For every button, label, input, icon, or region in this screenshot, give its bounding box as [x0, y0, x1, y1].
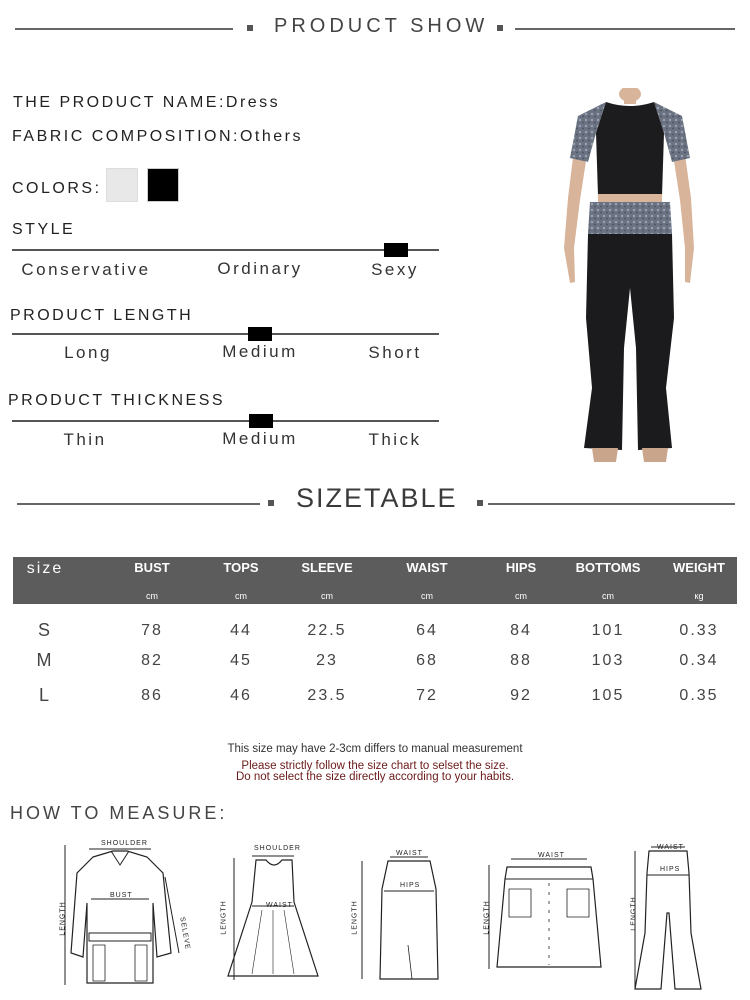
- table-cell: 103: [591, 652, 625, 669]
- table-cell: 23.5: [307, 687, 347, 704]
- fabric-composition: [12, 128, 303, 146]
- how-to-measure-title: HOW TO MEASURE:: [10, 803, 228, 823]
- dress-waist-label: WAIST: [266, 902, 293, 909]
- pants-length-label: LENGTH: [630, 896, 638, 931]
- table-cell: 44: [230, 622, 252, 639]
- jacket-sleeve-label: SELEVE: [178, 916, 191, 951]
- jacket-collar: [111, 851, 129, 865]
- column-header-bottoms: BOTTOMS: [575, 560, 641, 575]
- shorts-diagram: [475, 855, 615, 975]
- sizetable-dot-right: [477, 500, 483, 506]
- pants-hips-label: HIPS: [660, 866, 681, 873]
- table-cell: 88: [510, 652, 532, 669]
- table-cell: 84: [510, 622, 532, 639]
- note-habits: Do not select the size directly according to your habits.: [235, 771, 515, 783]
- table-cell: 92: [510, 687, 532, 704]
- note-measurement: This size may have 2-3cm differs to manual measurement: [227, 743, 523, 755]
- length-option-short: Short: [368, 343, 422, 362]
- thickness-label: PRODUCT THICKNESS: [8, 392, 226, 409]
- shorts-waist-label: WAIST: [538, 852, 565, 859]
- thickness-track: [12, 420, 439, 422]
- skirt-diagram: [350, 855, 450, 985]
- thickness-option-thin: Thin: [63, 430, 107, 449]
- table-cell: 0.35: [679, 687, 719, 704]
- top-body: [596, 102, 664, 196]
- column-header-hips: HIPS: [505, 560, 537, 575]
- jacket-length-label: LENGTH: [59, 901, 67, 936]
- pants-waist-label: WAIST: [657, 844, 684, 851]
- jacket-lace-left: [93, 945, 105, 981]
- table-cell: 0.33: [679, 622, 719, 639]
- table-cell: 72: [416, 687, 438, 704]
- size-cell: M: [36, 650, 54, 670]
- header-dot-left: [247, 25, 253, 31]
- table-cell: 0.34: [679, 652, 719, 669]
- table-cell: 105: [591, 687, 625, 704]
- table-cell: 78: [141, 622, 163, 639]
- jacket-bust-label: BUST: [110, 892, 133, 899]
- column-unit-weight: кg: [694, 591, 704, 601]
- skirt-slit: [408, 945, 412, 979]
- column-header-weight: WEIGHT: [673, 560, 725, 575]
- column-header-sleeve: SLEEVE: [301, 560, 353, 575]
- pants-legs: [584, 234, 674, 450]
- length-option-medium: Medium: [222, 342, 298, 361]
- jacket-outline: [71, 851, 171, 983]
- size-cell: S: [37, 620, 52, 640]
- column-header-waist: WAIST: [406, 560, 448, 575]
- model-feet: [592, 448, 668, 462]
- style-option-conservative: Conservative: [21, 260, 151, 279]
- product-name-label: THE PRODUCT NAME:: [13, 94, 226, 111]
- note-follow-chart: Please strictly follow the size chart to selset the size.: [241, 760, 509, 772]
- table-cell: 64: [416, 622, 438, 639]
- column-unit-tops: cm: [235, 591, 247, 601]
- model-neck: [624, 98, 636, 104]
- color-swatch-light[interactable]: [106, 168, 138, 202]
- table-cell: 82: [141, 652, 163, 669]
- skirt-length-label: LENGTH: [351, 900, 359, 935]
- skirt-hips-label: HIPS: [400, 882, 421, 889]
- jacket-belt: [89, 933, 151, 941]
- column-header-bust: BUST: [134, 560, 170, 575]
- table-cell: 23: [316, 652, 338, 669]
- header-rule-left: [15, 28, 233, 30]
- jacket-lace-right: [135, 945, 147, 981]
- style-track: [12, 249, 439, 251]
- column-unit-bust: cm: [146, 591, 158, 601]
- product-photo: [548, 88, 718, 466]
- sizetable-dot-left: [268, 500, 274, 506]
- dress-length-label: LENGTH: [220, 900, 228, 935]
- pants-waistband: [588, 202, 672, 234]
- column-unit-bottoms: cm: [602, 591, 614, 601]
- sizetable-title: SIZETABLE: [296, 483, 458, 513]
- length-track: [12, 333, 439, 335]
- fabric-value: Others: [239, 128, 303, 145]
- style-marker: [384, 243, 408, 257]
- jacket-shoulder-label: SHOULDER: [101, 840, 148, 847]
- dress-diagram: [212, 850, 332, 985]
- table-cell: 68: [416, 652, 438, 669]
- table-cell: 46: [230, 687, 252, 704]
- style-option-ordinary: Ordinary: [217, 259, 303, 278]
- thickness-marker: [249, 414, 273, 428]
- fabric-label: FABRIC COMPOSITION:: [12, 128, 240, 145]
- length-marker: [248, 327, 272, 341]
- header-dot-right: [497, 25, 503, 31]
- skirt-waist-label: WAIST: [396, 850, 423, 857]
- product-name-value: Dress: [225, 94, 281, 111]
- table-cell: 101: [591, 622, 625, 639]
- header-rule-right: [515, 28, 735, 30]
- colors-label: COLORS:: [12, 180, 102, 197]
- column-unit-waist: cm: [421, 591, 433, 601]
- dress-shoulder-label: SHOULDER: [254, 845, 301, 852]
- sizetable-rule-right: [488, 503, 735, 505]
- table-cell: 86: [141, 687, 163, 704]
- shorts-length-label: LENGTH: [483, 900, 491, 935]
- color-swatch-black[interactable]: [147, 168, 179, 202]
- size-cell: L: [38, 685, 51, 705]
- size-column-header: size: [26, 560, 64, 577]
- thickness-option-thick: Thick: [368, 430, 422, 449]
- column-unit-sleeve: cm: [321, 591, 333, 601]
- column-unit-hips: cm: [515, 591, 527, 601]
- table-cell: 22.5: [307, 622, 347, 639]
- product-name: [13, 94, 280, 112]
- length-label: PRODUCT LENGTH: [10, 307, 194, 324]
- product-show-title: PRODUCT SHOW: [274, 15, 489, 37]
- style-option-sexy: Sexy: [371, 260, 419, 279]
- sizetable-rule-left: [17, 503, 260, 505]
- skirt-outline: [380, 861, 438, 979]
- length-option-long: Long: [64, 343, 112, 362]
- style-label: STYLE: [12, 221, 76, 238]
- thickness-option-medium: Medium: [222, 429, 298, 448]
- column-header-tops: TOPS: [223, 560, 259, 575]
- jacket-diagram: [45, 833, 200, 993]
- table-cell: 45: [230, 652, 252, 669]
- dress-skirt-folds: [252, 910, 294, 974]
